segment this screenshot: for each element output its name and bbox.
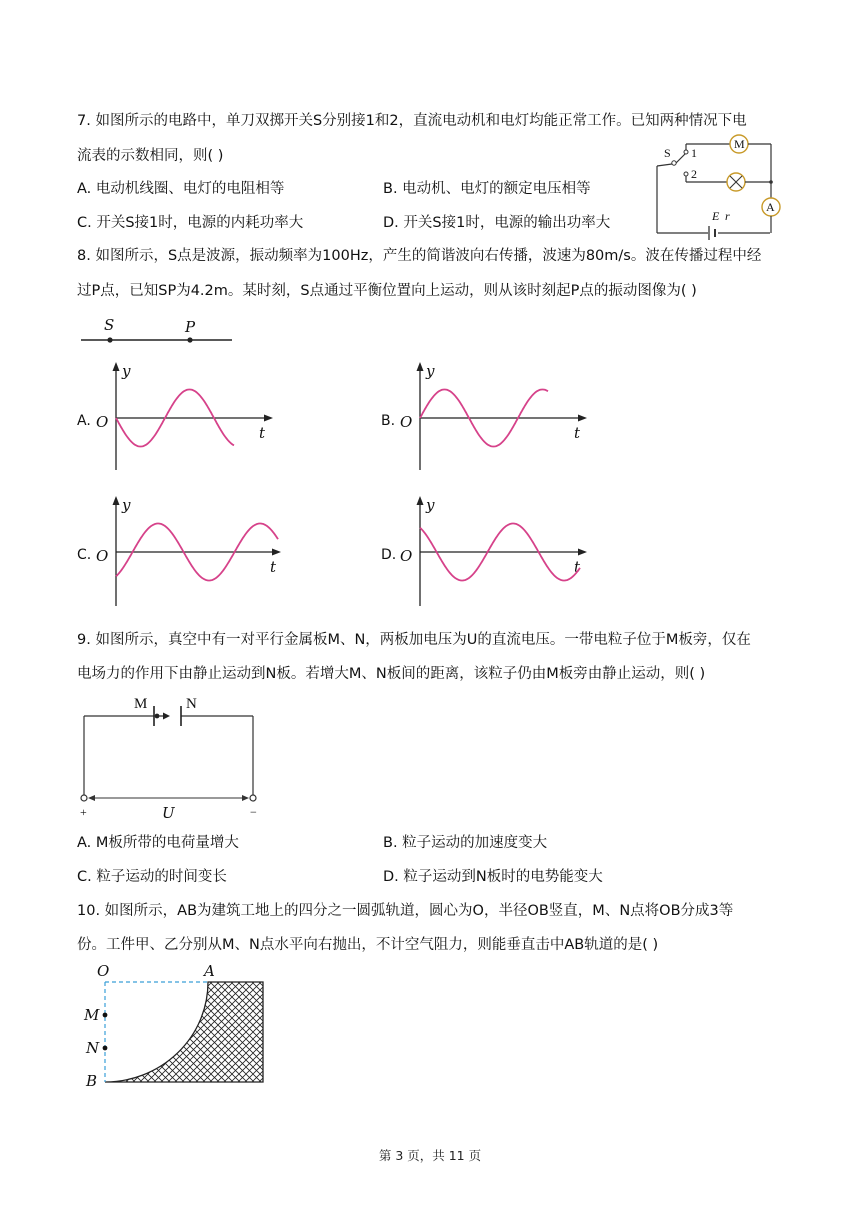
graph-origin-label: O	[400, 413, 413, 431]
q9-option-b: B. 粒子运动的加速度变大	[383, 835, 548, 851]
q8-graph-d	[380, 494, 600, 609]
q8-graph-a	[76, 360, 286, 475]
q10-arc-figure	[78, 962, 278, 1092]
q7-circuit-figure	[650, 130, 790, 240]
q10-line2: 份。工件甲、乙分别从M、N点水平向右抛出，不计空气阻力，则能垂直击中AB轨道的是( )	[77, 937, 659, 953]
q9-m-label: M	[134, 696, 148, 712]
graph-y-label: y	[426, 362, 435, 380]
graph-origin-label: O	[96, 413, 109, 431]
q8-line1: 8. 如图所示，S点是波源，振动频率为100Hz，产生的简谐波向右传播，波速为80m/s。波在传播过程中经	[77, 248, 762, 264]
q8-graph-c	[76, 494, 296, 609]
q10-line1: 10. 如图所示，AB为建筑工地上的四分之一圆弧轨道，圆心为O，半径OB竖直，M、N点将OB分成3等	[77, 903, 734, 919]
graph-t-label: t	[574, 424, 581, 442]
graph-option-label: A.	[77, 413, 91, 429]
q8-line2: 过P点，已知SP为4.2m。某时刻，S点通过平衡位置向上运动，则从该时刻起P点的振动图像为( )	[77, 283, 697, 299]
q10-n-label: N	[86, 1039, 100, 1057]
graph-option-label: D.	[381, 547, 397, 563]
q10-a-label: A	[204, 962, 215, 980]
q9-option-a: A. M板所带的电荷量增大	[77, 835, 239, 851]
q7-motor-label: M	[734, 137, 745, 151]
graph-y-label: y	[122, 496, 131, 514]
q7-option-d: D. 开关S接1时，电源的输出功率大	[383, 215, 611, 231]
q8-s-label: S	[104, 316, 115, 334]
graph-y-label: y	[426, 496, 435, 514]
graph-option-label: B.	[381, 413, 396, 429]
page-footer: 第 3 页，共 11 页	[378, 1148, 482, 1163]
graph-origin-label: O	[400, 547, 413, 565]
q9-line2: 电场力的作用下由静止运动到N板。若增大M、N板间的距离，该粒子仍由M板旁由静止运动，则( )	[77, 666, 706, 682]
q10-b-label: B	[86, 1072, 98, 1090]
q9-circuit-figure	[78, 692, 268, 822]
q7-ammeter-label: A	[766, 200, 775, 214]
graph-t-label: t	[270, 558, 277, 576]
q7-option-c: C. 开关S接1时，电源的内耗功率大	[77, 215, 304, 231]
q8-p-label: P	[185, 318, 196, 336]
q9-option-d: D. 粒子运动到N板时的电势能变大	[383, 869, 603, 885]
q7-option-b: B. 电动机、电灯的额定电压相等	[383, 181, 591, 197]
q7-r-label: r	[725, 209, 730, 223]
q9-minus-label: −	[250, 805, 257, 819]
q7-switch-label: S	[664, 146, 671, 160]
q10-o-label: O	[97, 962, 110, 980]
graph-y-label: y	[122, 362, 131, 380]
q8-graph-b	[380, 360, 600, 475]
q7-emf-label: E	[712, 209, 720, 223]
graph-origin-label: O	[96, 547, 109, 565]
q9-u-label: U	[162, 804, 175, 822]
q8-sp-figure	[78, 312, 238, 348]
q9-n-label: N	[186, 696, 197, 712]
q7-option-a: A. 电动机线圈、电灯的电阻相等	[77, 181, 285, 197]
graph-t-label: t	[574, 558, 581, 576]
q9-option-c: C. 粒子运动的时间变长	[77, 869, 227, 885]
q9-line1: 9. 如图所示，真空中有一对平行金属板M、N，两板加电压为U的直流电压。一带电粒子位于M板旁，仅在	[77, 632, 751, 648]
q7-line2: 流表的示数相同，则( )	[77, 148, 224, 164]
q9-plus-label: +	[80, 805, 87, 819]
q7-line1: 7. 如图所示的电路中，单刀双掷开关S分别接1和2，直流电动机和电灯均能正常工作。已知两种情况下电	[77, 113, 747, 129]
q10-m-label: M	[84, 1006, 100, 1024]
q7-pos2-label: 2	[691, 167, 697, 181]
graph-t-label: t	[259, 424, 266, 442]
graph-option-label: C.	[77, 547, 92, 563]
q7-pos1-label: 1	[691, 146, 697, 160]
